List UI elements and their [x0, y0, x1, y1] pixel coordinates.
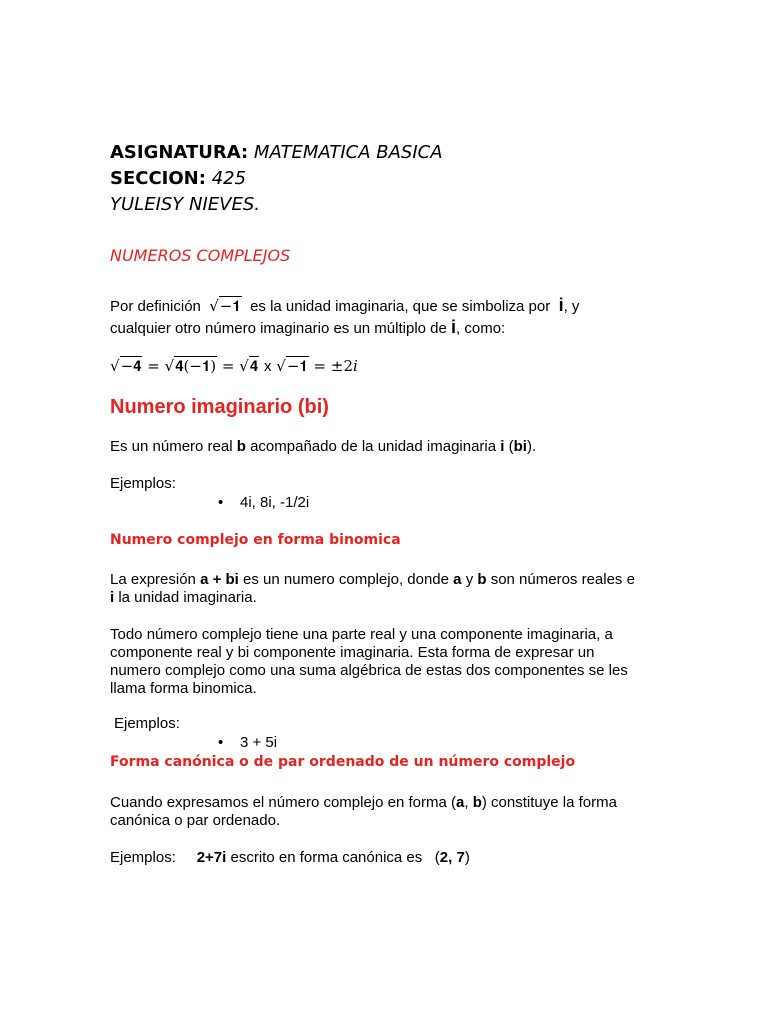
- intro-text-b: es la unidad imaginaria, que se simboliza por: [250, 298, 551, 315]
- equation-line: [110, 357, 358, 375]
- section3-example-line: Ejemplos: 2+7i escrito en forma canónica es (2, 7): [110, 849, 470, 866]
- result-plus-minus-2i: ±2𝑖: [330, 357, 358, 375]
- section2-bullet-item: • 3 + 5i: [218, 734, 278, 751]
- sqrt-neg-one-2: √−𝟏: [276, 357, 308, 375]
- section3-paragraph-line-1: Cuando expresamos el número complejo en forma (a, b) constituye la forma: [110, 794, 617, 811]
- asignatura-line: [110, 142, 443, 163]
- sqrt-four-neg-one: √𝟒(−𝟏): [164, 357, 217, 375]
- imaginary-i-symbol: i: [558, 295, 564, 315]
- page-title: NUMEROS COMPLEJOS: [110, 246, 291, 265]
- intro-text-d: cualquier otro número imaginario es un múltiplo de: [110, 320, 447, 337]
- section2-paragraph-2-line-1: Todo número complejo tiene una parte real y una componente imaginaria, a: [110, 626, 613, 643]
- equals-2: =: [221, 357, 235, 375]
- section2-paragraph-1-line-1: La expresión a + bi es un numero complejo, donde a y b son números reales e: [110, 571, 635, 588]
- seccion-value: 425: [211, 168, 247, 189]
- section3-paragraph-line-2: canónica o par ordenado.: [110, 812, 281, 829]
- sqrt-four: √𝟒: [239, 357, 259, 375]
- asignatura-label: ASIGNATURA:: [110, 142, 249, 163]
- seccion-line: [110, 168, 246, 189]
- intro-text-a: Por definición: [110, 298, 201, 315]
- section2-paragraph-1-line-2: i la unidad imaginaria.: [110, 589, 257, 606]
- asignatura-value: MATEMATICA BASICA: [253, 142, 443, 163]
- equals-1: =: [147, 357, 160, 375]
- author-name: YULEISY NIEVES.: [110, 194, 261, 215]
- section-heading-canonica: Forma canónica o de par ordenado de un número complejo: [110, 754, 576, 770]
- sqrt-neg-one: √−𝟏: [209, 297, 241, 315]
- section2-examples-label: Ejemplos:: [114, 715, 180, 732]
- equals-3: =: [313, 357, 327, 375]
- section-heading-binomica: Numero complejo en forma binomica: [110, 532, 401, 548]
- section2-paragraph-2-line-2: componente real y bi componente imaginaria. Esta forma de expresar un: [110, 644, 595, 661]
- section-heading-imaginary: Numero imaginario (bi): [110, 396, 329, 418]
- section2-paragraph-2-line-4: llama forma binomica.: [110, 680, 257, 697]
- intro-text-e: , como:: [456, 320, 506, 337]
- author-line: [110, 194, 260, 215]
- intro-text-c: , y: [563, 298, 580, 315]
- sqrt-neg-four: √−𝟒: [110, 357, 142, 375]
- times-x: x: [263, 358, 272, 375]
- section1-paragraph: Es un número real b acompañado de la unidad imaginaria i (bi).: [110, 438, 537, 455]
- intro-line-1: [110, 297, 579, 315]
- intro-line-2: [110, 319, 505, 337]
- section2-paragraph-2-line-3: numero complejo como una suma algébrica de estas dos componentes se les: [110, 662, 628, 679]
- imaginary-i-symbol-2: i: [451, 317, 457, 337]
- seccion-label: SECCION:: [110, 168, 206, 189]
- section1-bullet-item: • 4i, 8i, -1/2i: [218, 494, 310, 511]
- section1-examples-label: Ejemplos:: [110, 475, 176, 492]
